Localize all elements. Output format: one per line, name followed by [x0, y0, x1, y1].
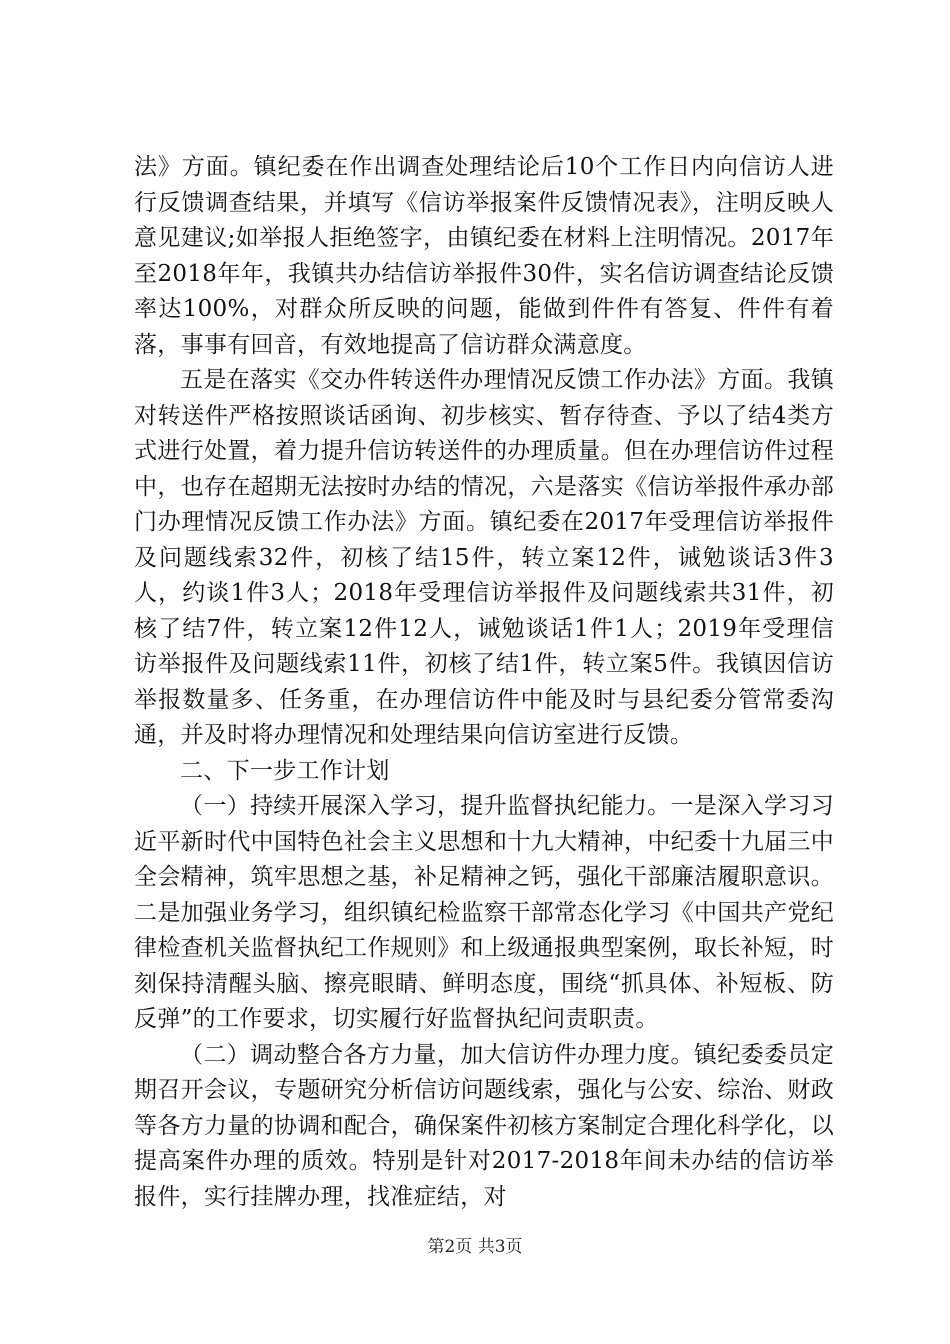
- page-number-footer: 第2页 共3页: [427, 1237, 523, 1257]
- paragraph-five-transfer-handling: 五是在落实《交办件转送件办理情况反馈工作办法》方面。我镇对转送件严格按照谈话函询、初步核实、暂存待查、予以了结4类方式进行处置，着力提升信访转送件的办理质量。但在办理信访件过程中，也存在超期无法按时办结的情况，六是落实《信访举报件承办部门办理情况反馈工作办法》方面。镇纪委在2017年受理信访举报件及问题线索32件，初核了结15件，转立案12件，诫勉谈话3件3人，约谈1件3人；2018年受理信访举报件及问题线索共31件，初核了结7件，转立案12件12人，诫勉谈话1件1人；2019年受理信访举报件及问题线索11件，初核了结1件，转立案5件。我镇因信访举报数量多、任务重，在办理信访件中能及时与县纪委分管常委沟通，并及时将办理情况和处理结果向信访室进行反馈。: [134, 367, 834, 748]
- paragraph-plan-integrate-forces: （二）调动整合各方力量，加大信访件办理力度。镇纪委委员定期召开会议，专题研究分析信访问题线索，强化与公安、综治、财政等各方力量的协调和配合，确保案件初核方案制定合理化科学化，以提高案件办理的质效。特别是针对2017-2018年间未办结的信访举报件，实行挂牌办理，找准症结，对: [134, 1041, 834, 1210]
- section-heading-next-plan: 二、下一步工作计划: [180, 757, 390, 784]
- paragraph-feedback-results: 法》方面。镇纪委在作出调查处理结论后10个工作日内向信访人进行反馈调查结果，并填写《信访举报案件反馈情况表》，注明反映人意见建议;如举报人拒绝签字，由镇纪委在材料上注明情况。2017年至2018年年，我镇共办结信访举报件30件，实名信访调查结论反馈率达100%，对群众所反映的问题，能做到件件有答复、件件有着落，事事有回音，有效地提高了信访群众满意度。: [134, 154, 834, 358]
- document-body: [134, 150, 834, 1215]
- paragraph-plan-study: （一）持续开展深入学习，提升监督执纪能力。一是深入学习习近平新时代中国特色社会主义思想和十九大精神，中纪委十九届三中全会精神，筑牢思想之基，补足精神之钙，强化干部廉洁履职意识。二是加强业务学习，组织镇纪检监察干部常态化学习《中国共产党纪律检查机关监督执纪工作规则》和上级通报典型案例，取长补短，时刻保持清醒头脑、擦亮眼睛、鲜明态度，围绕“抓具体、补短板、防反弹”的工作要求，切实履行好监督执纪问责职责。: [134, 793, 834, 1032]
